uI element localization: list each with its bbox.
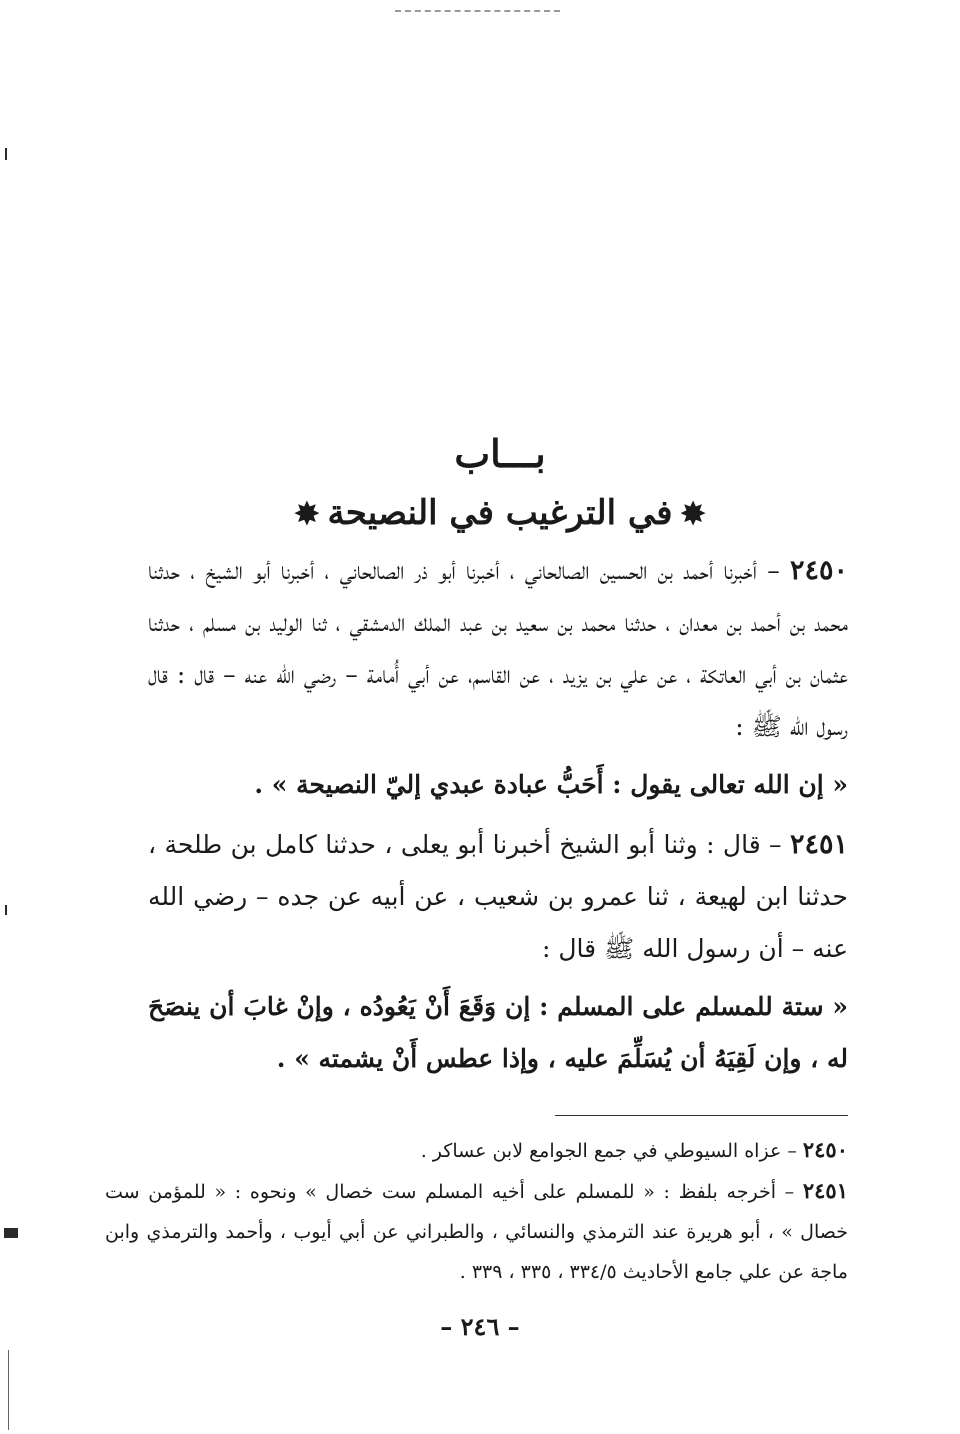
main-text xyxy=(148,545,848,1093)
footnote-number: ٢٤٥٠ xyxy=(802,1137,848,1162)
hadith-matn: « إن الله تعالى يقول : أَحَبُّ عبادة عبدي إليّ النصيحة » . xyxy=(254,770,848,799)
footnote xyxy=(105,1130,848,1171)
scan-margin-mark-left-mid xyxy=(5,905,7,915)
hadith-isnad-text: – أخبرنا أحمد بن الحسين الصالحاني ، أخبرنا أبو ذر الصالحاني ، أخبرنا أبو الشيخ ، حدثنا محمد بن أحمد بن معدان ، حدثنا محمد بن سعيد بن عبد الملك الدمشقي ، ثنا الوليد بن مسلم ، حدثنا عثمان بن أبي العاتكة ، عن علي بن يزيد ، عن القاسم، عن أبي أُمامة – رضي الله عنه – قال : قال رسول الله ﷺ : xyxy=(148,556,848,741)
scan-margin-mark-left-bottom xyxy=(4,1228,18,1238)
star-ornament-icon: ✸ xyxy=(294,497,320,532)
scan-margin-line-left xyxy=(8,1350,9,1430)
top-dashed-rule xyxy=(395,10,560,12)
footnote-text: – أخرجه بلفظ : « للمسلم على أخيه المسلم ست خصال » ونحوه : « للمؤمن ست خصال » ، أبو هريرة عند الترمذي والنسائي ، والطبراني عن أبي أيوب ، وأحمد والترمذي وابن ماجة عن علي جامع الأحاديث ٣٣٤/٥ ، ٣٣٥ ، ٣٣٩ . xyxy=(105,1181,848,1283)
footnote-text: – عزاه السيوطي في جمع الجوامع لابن عساكر . xyxy=(420,1140,797,1162)
chapter-title xyxy=(150,484,850,544)
hadith-isnad xyxy=(148,819,848,975)
star-ornament-icon: ✸ xyxy=(680,497,706,532)
hadith-matn: « ستة للمسلم على المسلم : إن وَقَعَ أَنْ يَعُودُه ، وإنْ غابَ أن ينصَحَ له ، وإن لَقِيَهُ أن يُسَلِّمَ عليه ، وإذا عطس أَنْ يشمته » . xyxy=(148,992,848,1073)
footnotes xyxy=(105,1130,848,1292)
hadith-isnad xyxy=(148,545,848,753)
chapter-title-text: في الترغيب في النصيحة xyxy=(327,493,673,533)
hadith-number: ٢٤٥١ xyxy=(789,829,848,860)
hadith-isnad-text: – قال : وثنا أبو الشيخ أخبرنا أبو يعلى ، حدثنا كامل بن طلحة ، حدثنا ابن لهيعة ، ثنا عمرو بن شعيب ، عن أبيه عن جده – رضي الله عنه – أن رسول الله ﷺ قال : xyxy=(148,830,848,963)
footnote-number: ٢٤٥١ xyxy=(802,1178,848,1203)
footnote xyxy=(105,1171,848,1292)
bab-label: بـــاب xyxy=(454,431,546,476)
scan-margin-mark-left-top xyxy=(5,148,7,160)
footnote-separator xyxy=(555,1115,848,1116)
chapter-heading xyxy=(150,428,850,544)
hadith-number: ٢٤٥٠ xyxy=(789,555,848,586)
page-number: – ٢٤٦ – xyxy=(440,1312,520,1341)
